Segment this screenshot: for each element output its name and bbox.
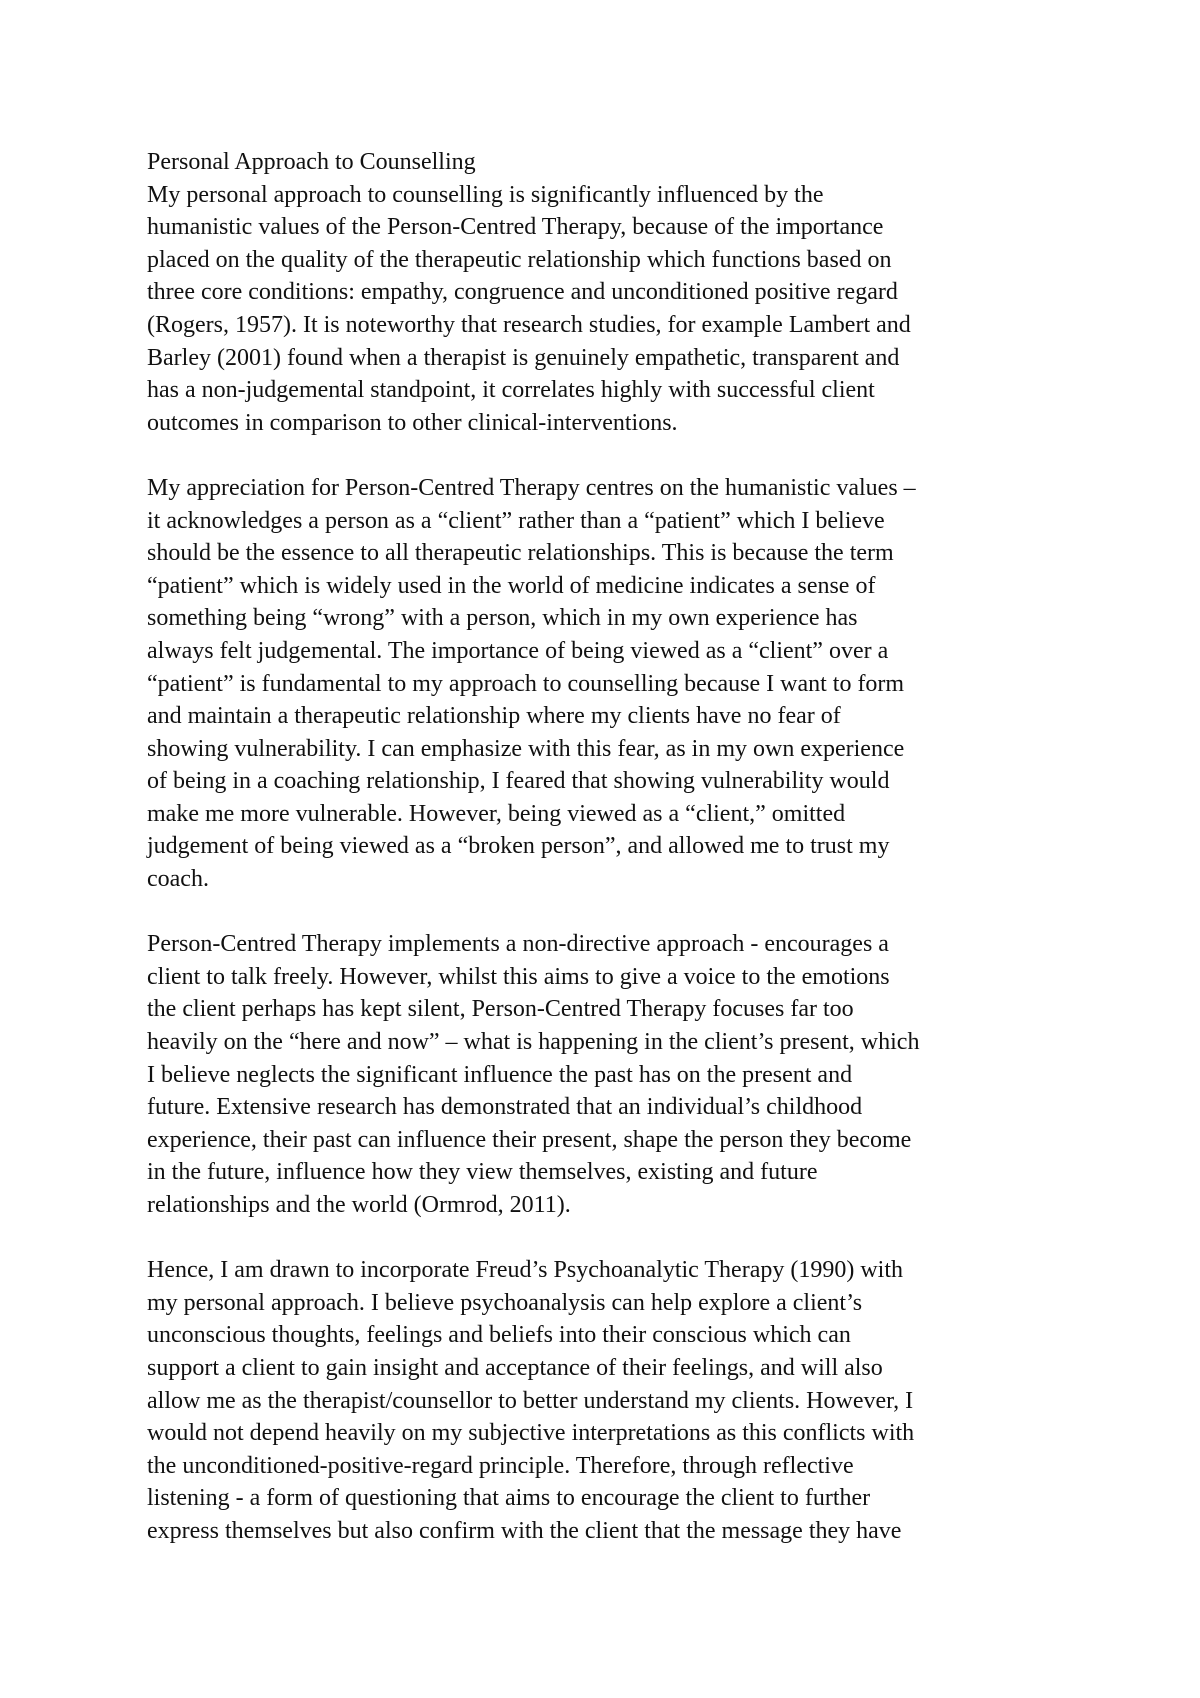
text-line: unconscious thoughts, feelings and beliefs into their conscious which can [147,1322,851,1349]
text-line: (Rogers, 1957). It is noteworthy that research studies, for example Lambert and [147,311,911,338]
text-line: it acknowledges a person as a “client” rather than a “patient” which I believe [147,507,885,534]
text-line: the client perhaps has kept silent, Person-Centred Therapy focuses far too [147,996,854,1023]
text-line: I believe neglects the significant influence the past has on the present and [147,1061,853,1088]
text-line: humanistic values of the Person-Centred Therapy, because of the importance [147,214,884,241]
document-title: Personal Approach to Counselling [147,149,476,175]
text-line: my personal approach. I believe psychoanalysis can help explore a client’s [147,1289,863,1316]
text-line: “patient” is fundamental to my approach to counselling because I want to form [147,670,905,697]
text-line: outcomes in comparison to other clinical-interventions. [147,409,678,436]
text-line: express themselves but also confirm with the client that the message they have [147,1517,902,1544]
text-line: judgement of being viewed as a “broken person”, and allowed me to trust my [147,833,890,860]
text-line: has a non-judgemental standpoint, it correlates highly with successful client [147,377,875,404]
text-line: make me more vulnerable. However, being viewed as a “client,” omitted [147,800,846,827]
text-line: three core conditions: empathy, congruence and unconditioned positive regard [147,279,898,306]
paragraph-spacer [147,1222,1087,1255]
text-line: future. Extensive research has demonstrated that an individual’s childhood [147,1094,863,1121]
paragraph-spacer [147,439,1087,472]
text-line: should be the essence to all therapeutic relationships. This is because the term [147,540,894,567]
text-line: client to talk freely. However, whilst this aims to give a voice to the emotions [147,963,890,990]
text-line: placed on the quality of the therapeutic relationship which functions based on [147,246,892,273]
text-line: showing vulnerability. I can emphasize with this fear, as in my own experience [147,735,905,762]
text-line: My personal approach to counselling is significantly influenced by the [147,181,824,208]
paragraph [147,472,1087,896]
text-line: “patient” which is widely used in the world of medicine indicates a sense of [147,572,876,599]
text-line: of being in a coaching relationship, I feared that showing vulnerability would [147,768,890,795]
text-line: support a client to gain insight and acceptance of their feelings, and will also [147,1354,883,1381]
text-line: Hence, I am drawn to incorporate Freud’s Psychoanalytic Therapy (1990) with [147,1257,903,1284]
document-body [147,146,1087,1548]
paragraph-list [147,179,1087,1548]
text-line: something being “wrong” with a person, which in my own experience has [147,605,858,632]
paragraph [147,1254,1087,1547]
paragraph [147,179,1087,440]
text-line: experience, their past can influence their present, shape the person they become [147,1126,912,1153]
text-line: Barley (2001) found when a therapist is genuinely empathetic, transparent and [147,344,900,371]
text-line: coach. [147,866,209,893]
text-line: allow me as the therapist/counsellor to better understand my clients. However, I [147,1387,914,1414]
text-line: Person-Centred Therapy implements a non-directive approach - encourages a [147,931,889,958]
paragraph-spacer [147,896,1087,929]
text-line: and maintain a therapeutic relationship where my clients have no fear of [147,703,841,730]
text-line: would not depend heavily on my subjective interpretations as this conflicts with [147,1420,915,1447]
paragraph [147,928,1087,1221]
text-line: the unconditioned-positive-regard principle. Therefore, through reflective [147,1452,854,1479]
text-line: heavily on the “here and now” – what is happening in the client’s present, which [147,1029,920,1056]
text-line: always felt judgemental. The importance of being viewed as a “client” over a [147,637,889,664]
text-line: in the future, influence how they view themselves, existing and future [147,1159,818,1186]
text-line: listening - a form of questioning that aims to encourage the client to further [147,1485,871,1512]
text-line: My appreciation for Person-Centred Therapy centres on the humanistic values – [147,474,916,501]
text-line: relationships and the world (Ormrod, 2011). [147,1192,571,1218]
